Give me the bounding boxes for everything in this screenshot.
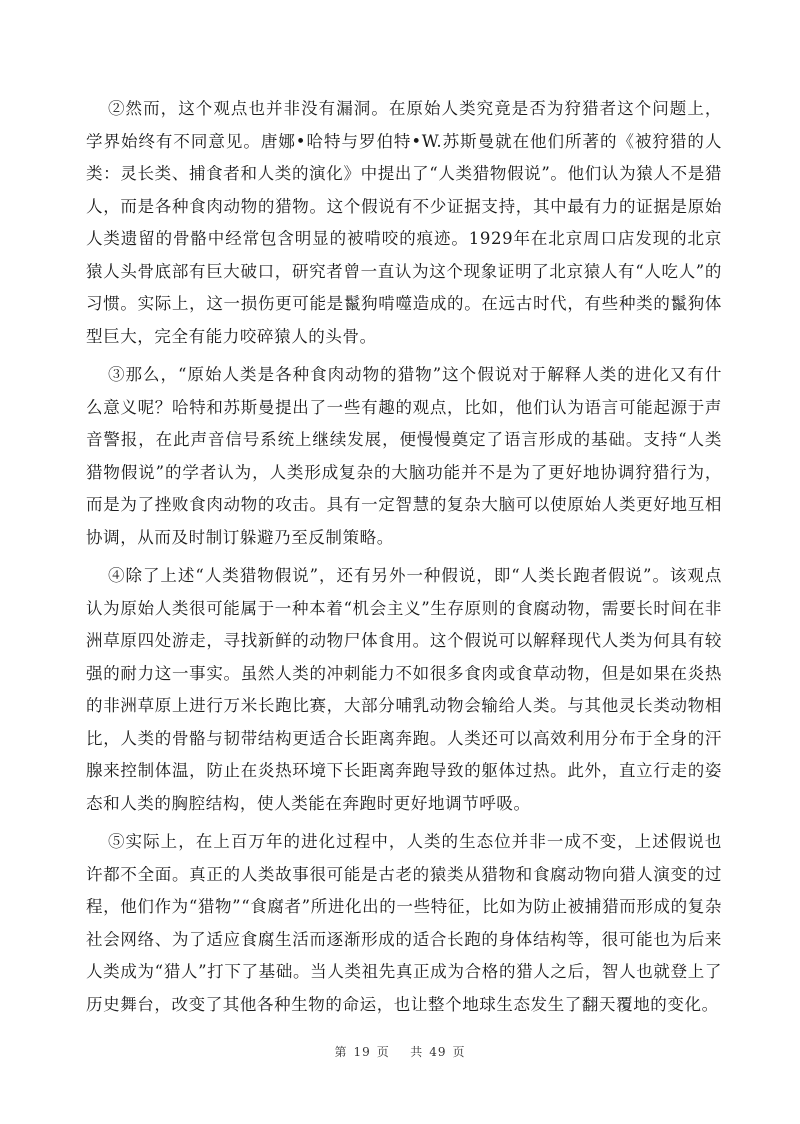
paragraph-2: ②然而，这个观点也并非没有漏洞。在原始人类究竟是否为狩猎者这个问题上，学界始终有不同意见。唐娜•哈特与罗伯特•W.苏斯曼就在他们所著的《被狩猎的人类：灵长类、捕食者和人类的演化》中提出了“人类猎物假说”。他们认为猿人不是猎人，而是各种食肉动物的猎物。这个假说有不少证据支持，其中最有力的证据是原始人类遗留的骨骼中经常包含明显的被啃咬的痕迹。1929年在北京周口店发现的北京猿人头骨底部有巨大破口，研究者曾一直认为这个现象证明了北京猿人有“人吃人”的习惯。实际上，这一损伤更可能是鬣狗啃噬造成的。在远古时代，有些种类的鬣狗体型巨大，完全有能力咬碎猿人的头骨。 <box>86 99 722 346</box>
paragraph-3: ③那么，“原始人类是各种食肉动物的猎物”这个假说对于解释人类的进化又有什么意义呢？哈特和苏斯曼提出了一些有趣的观点，比如，他们认为语言可能起源于声音警报，在此声音信号系统上继续发展，便慢慢奠定了语言形成的基础。支持“人类猎物假说”的学者认为，人类形成复杂的大脑功能并不是为了更好地协调狩猎行为，而是为了挫败食肉动物的攻击。具有一定智慧的复杂大脑可以使原始人类更好地互相协调，从而及时制订躲避乃至反制策略。 <box>86 365 722 547</box>
total-page-count: 49 <box>429 1045 447 1059</box>
total-label-prefix: 共 <box>410 1045 424 1059</box>
paragraph-5: ⑤实际上，在上百万年的进化过程中，人类的生态位并非一成不变，上述假说也许都不全面。真正的人类故事很可能是古老的猿类从猎物和食腐动物向猎人演变的过程，他们作为“猎物”“食腐者”所进化出的一些特征，比如为防止被捕猎而形成的复杂社会网络、为了适应食腐生活而逐渐形成的适合长跑的身体结构等，很可能也为后来人类成为“猎人”打下了基础。当人类祖先真正成为合格的猎人之后，智人也就登上了历史舞台，改变了其他各种生物的命运，也让整个地球生态发生了翻天覆地的变化。 <box>86 832 722 1014</box>
paragraph-4: ④除了上述“人类猎物假说”，还有另外一种假说，即“人类长跑者假说”。该观点认为原始人类很可能属于一种本着“机会主义”生存原则的食腐动物，需要长时间在非洲草原四处游走，寻找新鲜的动物尸体食用。这个假说可以解释现代人类为何具有较强的耐力这一事实。虽然人类的冲刺能力不如很多食肉或食草动物，但是如果在炎热的非洲草原上进行万米长跑比赛，大部分哺乳动物会输给人类。与其他灵长类动物相比，人类的骨骼与韧带结构更适合长距离奔跑。人类还可以高效利用分布于全身的汗腺来控制体温，防止在炎热环境下长距离奔跑导致的躯体过热。此外，直立行走的姿态和人类的胸腔结构，使人类能在奔跑时更好地调节呼吸。 <box>86 566 722 813</box>
page-label-suffix: 页 <box>376 1045 390 1059</box>
document-body <box>86 93 722 1027</box>
total-label-suffix: 页 <box>452 1045 466 1059</box>
current-page-number: 19 <box>353 1045 371 1059</box>
page-label-prefix: 第 <box>334 1045 348 1059</box>
page-footer <box>0 1043 800 1060</box>
